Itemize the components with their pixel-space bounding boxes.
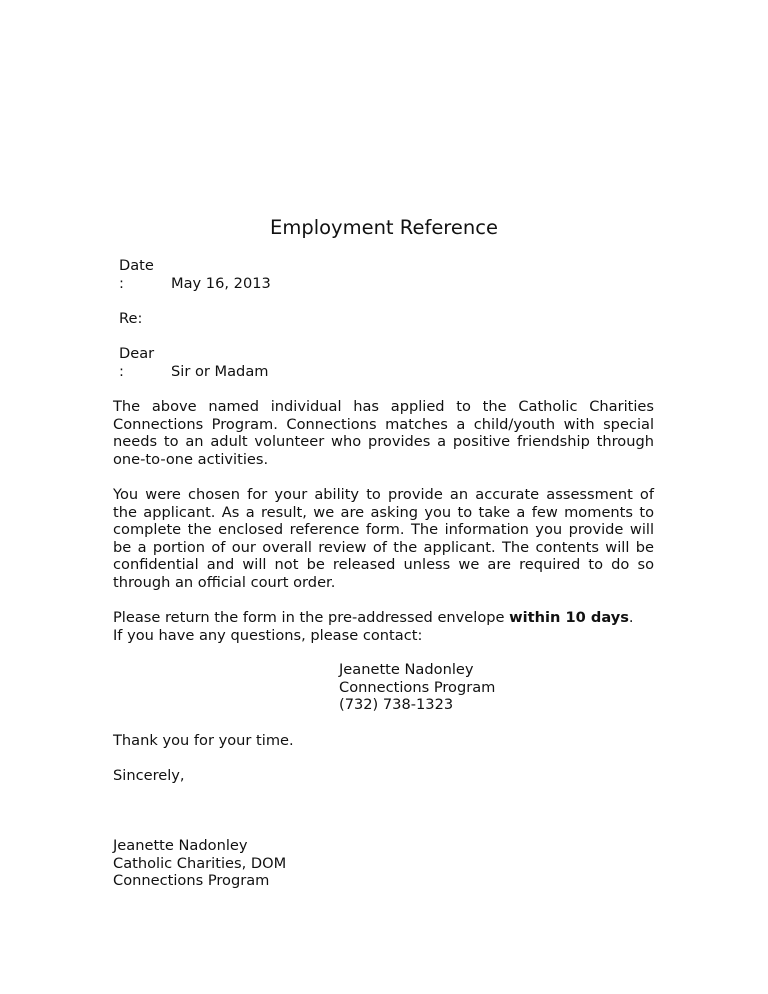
questions-text: If you have any questions, please contact: xyxy=(113,626,423,644)
date-label: Date xyxy=(119,257,154,274)
return-paragraph xyxy=(113,609,673,644)
signature-block xyxy=(113,837,286,890)
deadline-text: within 10 days xyxy=(509,609,629,626)
signature-name: Jeanette Nadonley xyxy=(113,837,248,854)
intro-paragraph: The above named individual has applied to the Catholic Charities Connections Program. Connections matches a child/youth with special needs to an adult volunteer who provides a positive friendship through one-to-one activities. xyxy=(113,398,654,468)
date-value: May 16, 2013 xyxy=(171,274,271,292)
document-title: Employment Reference xyxy=(270,216,498,239)
return-period: . xyxy=(628,609,634,626)
contact-program: Connections Program xyxy=(339,678,496,696)
re-label: Re: xyxy=(119,310,143,327)
contact-name: Jeanette Nadonley xyxy=(339,661,474,678)
contact-block xyxy=(339,661,495,714)
signature-program: Connections Program xyxy=(113,872,270,890)
dear-label: Dear xyxy=(119,345,155,362)
dear-value: Sir or Madam xyxy=(171,362,269,380)
contact-phone: (732) 738-1323 xyxy=(339,696,454,714)
signature-organization: Catholic Charities, DOM xyxy=(113,854,287,872)
return-text: Please return the form in the pre-addressed envelope xyxy=(113,609,510,626)
date-colon: : xyxy=(119,274,124,292)
re-field xyxy=(119,310,159,328)
dear-colon: : xyxy=(119,362,124,380)
assessment-paragraph: You were chosen for your ability to provide an accurate assessment of the applicant. As a result, we are asking you to take a few moments to complete the enclosed reference form. The information you provide will be a portion of our overall review of the applicant. The contents will be confidential and will not be released unless we are required to do so through an official court order. xyxy=(113,486,654,591)
closing-text: Sincerely, xyxy=(113,767,185,784)
thanks-text: Thank you for your time. xyxy=(113,732,294,749)
date-field xyxy=(119,257,271,292)
salutation-field xyxy=(119,345,269,380)
